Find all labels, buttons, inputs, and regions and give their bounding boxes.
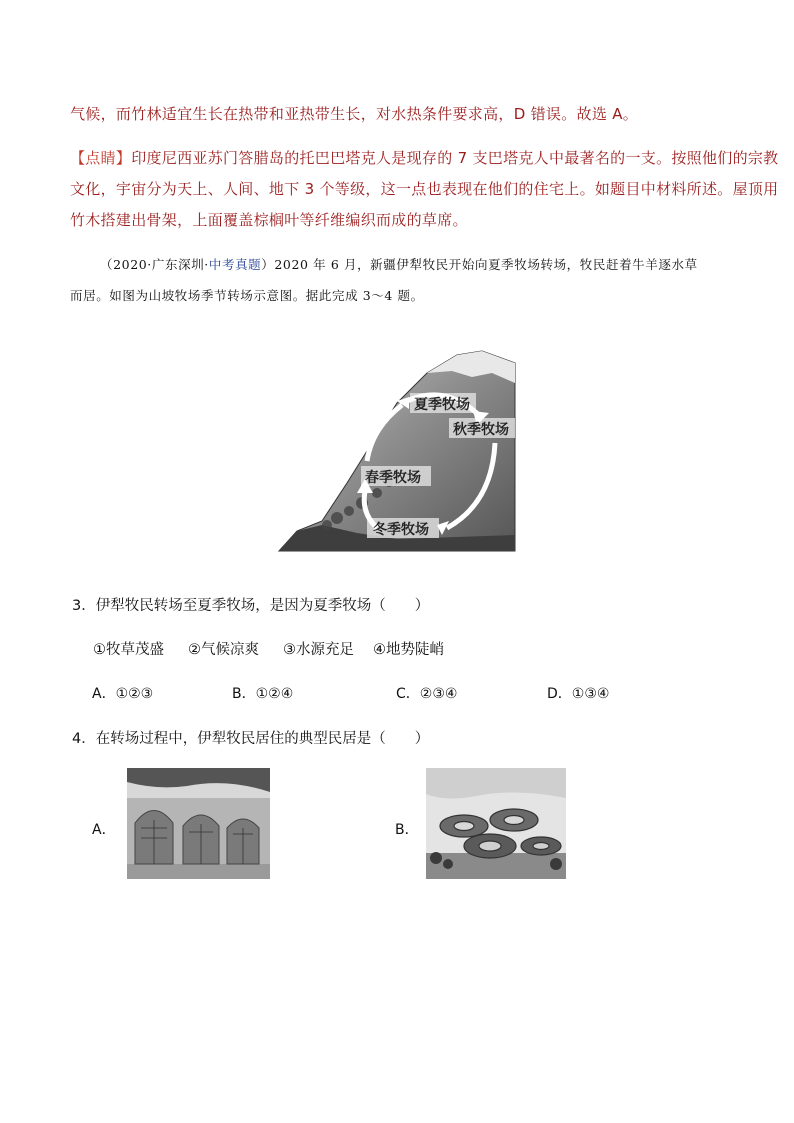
source-rest: ）2020 年 6 月，新疆伊犁牧民开始向夏季牧场转场，牧民赶着牛羊逐水草 — [261, 257, 698, 272]
pasture-rotation-figure — [277, 343, 517, 553]
explanation-line-2 — [70, 147, 779, 168]
dianjing-tag: 【点睛】 — [70, 149, 132, 167]
question-3-stem: 3．伊犁牧民转场至夏季牧场，是因为夏季牧场（ ） — [72, 598, 430, 614]
explanation-line-3: 文化，宇宙分为天上、人间、地下 3 个等级，这一点也表现在他们的住宅上。如题目中材料所述。屋顶用 — [70, 180, 779, 198]
label-autumn: 秋季牧场 — [453, 422, 509, 438]
question-4-option-b[interactable]: B． — [395, 822, 419, 838]
label-spring: 春季牧场 — [365, 470, 421, 486]
question-4-option-a[interactable]: A． — [92, 822, 116, 838]
question-3-option-d[interactable]: D．①③④ — [547, 686, 610, 702]
question-3-item-1: ①牧草茂盛 — [93, 642, 164, 658]
question-3-option-a[interactable]: A．①②③ — [92, 686, 154, 702]
explanation-line-4: 竹木搭建出骨架，上面覆盖棕榈叶等纤维编织而成的草席。 — [70, 211, 468, 229]
question-3-option-b[interactable]: B．①②④ — [232, 686, 294, 702]
question-3-item-2: ②气候凉爽 — [188, 642, 259, 658]
source-kind: 中考真题 — [208, 257, 262, 272]
source-line-1 — [100, 255, 698, 273]
question-4-stem: 4．在转场过程中，伊犁牧民居住的典型民居是（ ） — [72, 731, 430, 747]
explanation-line-1: 气候，而竹林适宜生长在热带和亚热带生长，对水热条件要求高，D 错误。故选 A。 — [70, 105, 639, 123]
label-winter: 冬季牧场 — [373, 522, 429, 538]
explanation-line-2-text: 印度尼西亚苏门答腊岛的托巴巴塔克人是现存的 7 支巴塔克人中最著名的一支。按照他们的宗教 — [131, 149, 779, 167]
source-line-2: 而居。如图为山坡牧场季节转场示意图。据此完成 3～4 题。 — [70, 288, 424, 303]
question-3-option-c[interactable]: C．②③④ — [396, 686, 458, 702]
source-open: （2020· — [100, 257, 152, 272]
cave-dwelling-photo[interactable] — [127, 768, 270, 879]
question-3-item-3: ③水源充足 — [283, 642, 354, 658]
tulou-photo[interactable] — [426, 768, 566, 879]
label-summer: 夏季牧场 — [414, 397, 470, 413]
question-3-item-4: ④地势陡峭 — [373, 642, 444, 658]
source-place: 广东深圳· — [151, 257, 209, 272]
